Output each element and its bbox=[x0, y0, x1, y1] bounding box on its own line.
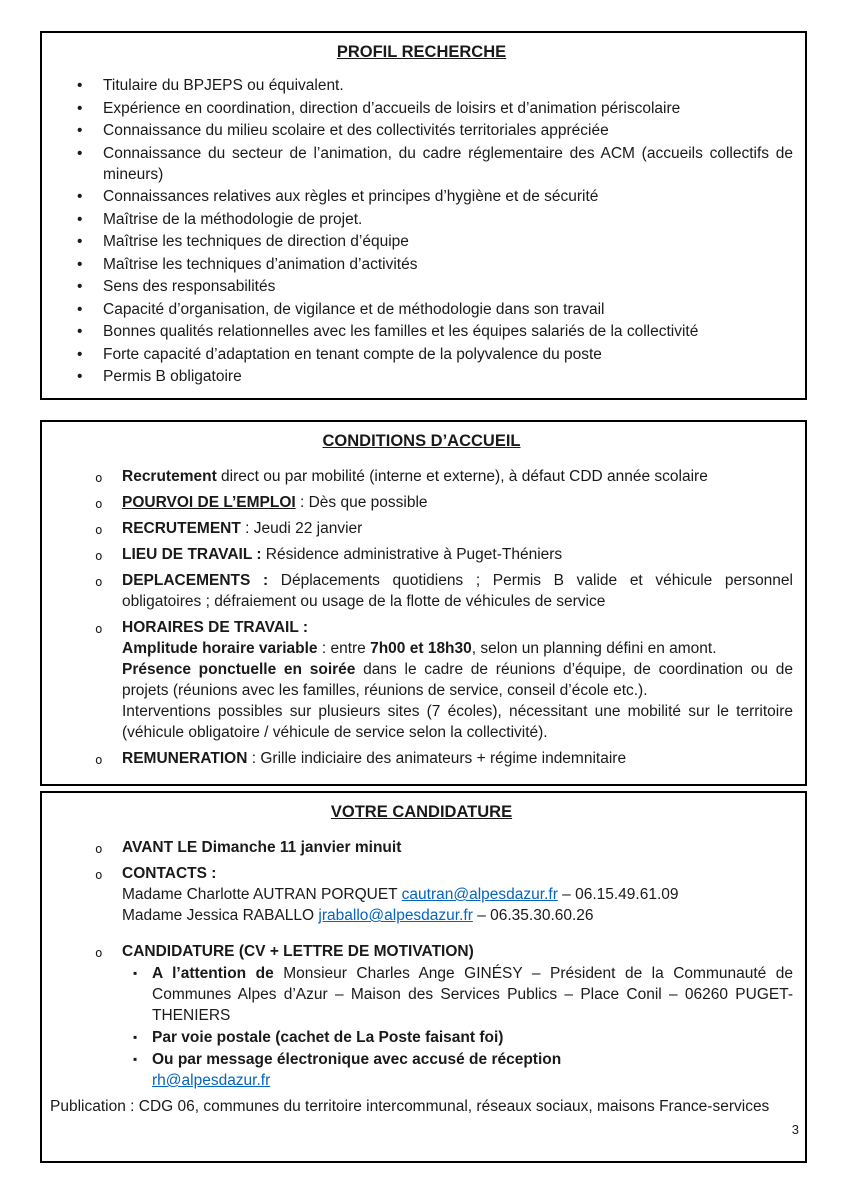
item-label-bold: RECRUTEMENT bbox=[122, 520, 241, 537]
email-link-rh[interactable]: rh@alpesdazur.fr bbox=[152, 1072, 271, 1089]
profil-item: • Titulaire du BPJEPS ou équivalent. bbox=[75, 75, 793, 96]
item-label-bold: Recrutement bbox=[122, 468, 217, 485]
email-link-jraballo[interactable]: jraballo@alpesdazur.fr bbox=[318, 907, 473, 924]
item-label-bold: HORAIRES DE TRAVAIL : bbox=[122, 619, 309, 636]
contact-name: Madame Jessica RABALLO bbox=[122, 907, 319, 924]
conditions-list bbox=[95, 466, 793, 769]
item-text: direct ou par mobilité (interne et externe), à défaut CDD année scolaire bbox=[216, 468, 708, 485]
contact-phone: – 06.35.30.60.26 bbox=[472, 907, 594, 924]
contact-name: Madame Charlotte AUTRAN PORQUET bbox=[122, 886, 402, 903]
votre-candidature-section bbox=[40, 791, 807, 1163]
amplitude-label-bold: Amplitude horaire variable bbox=[122, 640, 318, 657]
horaires-interventions-line: Interventions possibles sur plusieurs sites (7 écoles), nécessitant une mobilité sur le territoire (véhicule obligatoire / véhicule de service selon la collectivité). bbox=[122, 703, 793, 741]
dossier-item-electronic bbox=[132, 1049, 793, 1091]
profil-recherche-section bbox=[40, 31, 807, 400]
candidature-item-deadline bbox=[95, 837, 793, 858]
profil-item: • Connaissance du milieu scolaire et des collectivités territoriales appréciée bbox=[75, 120, 793, 141]
candidature-title-text: VOTRE CANDIDATURE bbox=[330, 803, 513, 821]
conditions-item-horaires bbox=[95, 617, 793, 743]
profil-item: • Maîtrise les techniques d’animation d’activités bbox=[75, 254, 793, 275]
horaires-label-line bbox=[122, 617, 793, 638]
dossier-label-line bbox=[122, 941, 793, 962]
item-text: Résidence administrative à Puget-Théniers bbox=[261, 546, 563, 563]
contact-line bbox=[122, 905, 793, 926]
profil-item: • Forte capacité d’adaptation en tenant compte de la polyvalence du poste bbox=[75, 344, 793, 365]
conditions-item-recrutement-date bbox=[95, 518, 793, 539]
conditions-item-recrutement bbox=[95, 466, 793, 487]
profil-list bbox=[75, 75, 793, 387]
profil-item: • Maîtrise de la méthodologie de projet. bbox=[75, 209, 793, 230]
candidature-item-contacts bbox=[95, 863, 793, 926]
conditions-item-deplacements bbox=[95, 570, 793, 612]
item-label-bold: LIEU DE TRAVAIL : bbox=[122, 546, 262, 563]
presence-text: dans le cadre de réunions d’équipe, de coordination ou de projets (réunions avec les familles, réunions de service, conseil d’école etc.). bbox=[122, 661, 794, 699]
horaires-presence-line bbox=[122, 659, 793, 701]
contacts-label-line bbox=[122, 863, 793, 884]
conditions-item-remuneration bbox=[95, 748, 793, 769]
profil-item: • Bonnes qualités relationnelles avec les familles et les équipes salariés de la collectivité bbox=[75, 321, 793, 342]
item-text: Déplacements quotidiens ; Permis B valide et véhicule personnel obligatoires ; défraiement ou usage de la flotte de véhicules de service bbox=[122, 572, 793, 610]
item-text: : Dès que possible bbox=[295, 494, 428, 511]
dossier-item-attention bbox=[132, 963, 793, 1026]
email-link-cautran[interactable]: cautran@alpesdazur.fr bbox=[401, 886, 558, 903]
item-label-bold: REMUNERATION bbox=[122, 750, 248, 767]
horaires-amplitude-line bbox=[122, 638, 793, 659]
profil-item: • Expérience en coordination, direction d’accueils de loisirs et d’animation périscolaire bbox=[75, 98, 793, 119]
dossier-item-postal bbox=[132, 1027, 793, 1048]
postal-text-bold: Par voie postale (cachet de La Poste faisant foi) bbox=[152, 1029, 504, 1046]
conditions-item-lieu bbox=[95, 544, 793, 565]
profil-item: • Connaissances relatives aux règles et principes d’hygiène et de sécurité bbox=[75, 186, 793, 207]
dossier-label-bold: CANDIDATURE (CV + LETTRE DE MOTIVATION) bbox=[122, 943, 474, 960]
candidature-item-dossier bbox=[95, 941, 793, 1091]
deadline-text-bold: AVANT LE Dimanche 11 janvier minuit bbox=[122, 839, 402, 856]
page-number: 3 bbox=[791, 1122, 799, 1137]
conditions-accueil-section bbox=[40, 420, 807, 786]
contact-phone: – 06.15.49.61.09 bbox=[557, 886, 679, 903]
amplitude-hours-bold: 7h00 et 18h30 bbox=[370, 640, 472, 657]
item-text: : Grille indiciaire des animateurs + régime indemnitaire bbox=[247, 750, 627, 767]
presence-label-bold: Présence ponctuelle en soirée bbox=[122, 661, 356, 678]
dossier-sublist bbox=[132, 963, 793, 1091]
item-text: : Jeudi 22 janvier bbox=[240, 520, 363, 537]
electronic-text-line bbox=[152, 1049, 793, 1070]
attention-label-bold: A l’attention de bbox=[152, 965, 274, 982]
conditions-title bbox=[50, 430, 793, 452]
profil-title-text: PROFIL RECHERCHE bbox=[336, 43, 507, 61]
profil-item: • Connaissance du secteur de l’animation, du cadre réglementaire des ACM (accueils collectifs de mineurs) bbox=[75, 143, 793, 185]
attention-text: Monsieur Charles Ange GINÉSY – Président de la Communauté de Communes Alpes d’Azur – Maison des Services Publics – Place Conil – 06260 PUGET-THENIERS bbox=[152, 965, 793, 1024]
conditions-title-text: CONDITIONS D’ACCUEIL bbox=[322, 432, 521, 450]
amplitude-end-text: , selon un planning défini en amont. bbox=[471, 640, 717, 657]
conditions-item-pourvoi bbox=[95, 492, 793, 513]
electronic-text-bold: Ou par message électronique avec accusé de réception bbox=[152, 1051, 562, 1068]
profil-title bbox=[50, 41, 793, 63]
contact-line bbox=[122, 884, 793, 905]
publication-note: Publication : CDG 06, communes du territoire intercommunal, réseaux sociaux, maisons France-services bbox=[50, 1098, 770, 1115]
item-label-bold: DEPLACEMENTS : bbox=[122, 572, 269, 589]
profil-item: • Maîtrise les techniques de direction d’équipe bbox=[75, 231, 793, 252]
candidature-title bbox=[50, 801, 793, 823]
profil-item: • Capacité d’organisation, de vigilance et de méthodologie dans son travail bbox=[75, 299, 793, 320]
electronic-email-line bbox=[152, 1070, 793, 1091]
candidature-list bbox=[95, 837, 793, 1091]
amplitude-mid-text: : entre bbox=[317, 640, 371, 657]
item-label-bold-underline: POURVOI DE L’EMPLOI bbox=[122, 494, 296, 511]
profil-item: • Permis B obligatoire bbox=[75, 366, 793, 387]
contacts-label-bold: CONTACTS : bbox=[122, 865, 217, 882]
profil-item: • Sens des responsabilités bbox=[75, 276, 793, 297]
